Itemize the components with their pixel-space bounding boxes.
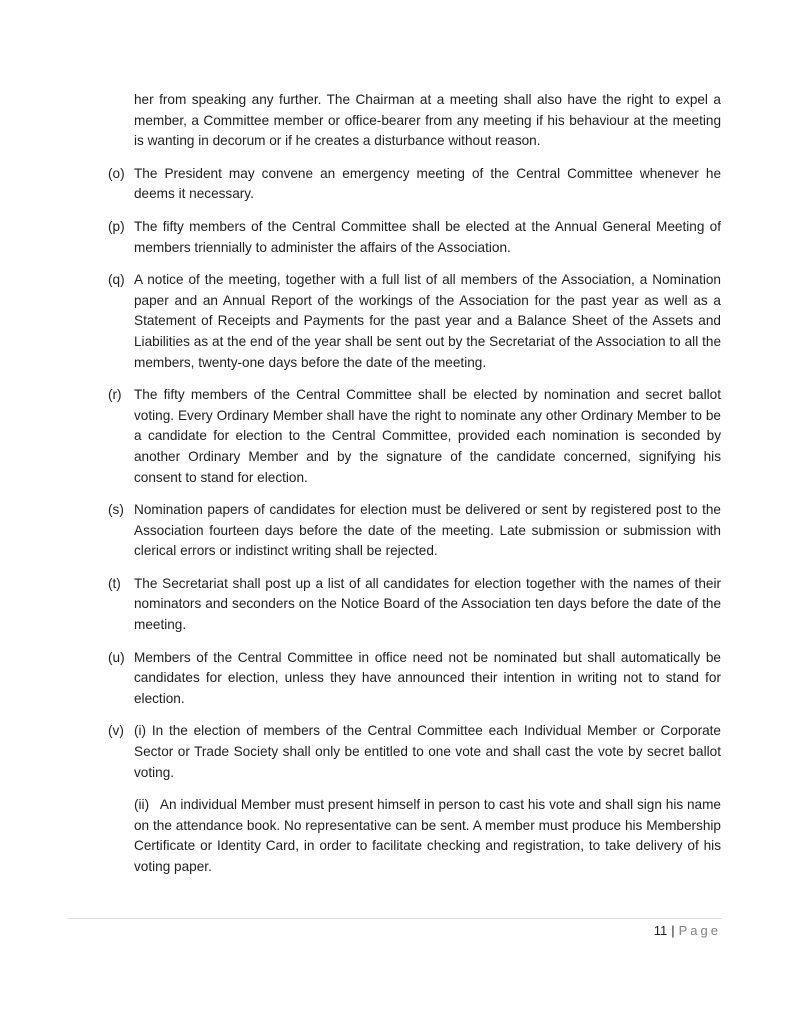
clause-u [108,648,721,710]
clause-v-sub-paragraph: (ii) An individual Member must present himself in person to cast his vote and shall sign his name on the attendance book. No representative can be sent. A member must produce his Membership Certificate or Identity Card, in order to facilitate checking and registration, to take delivery of his voting paper. [134,797,721,874]
clause-p [108,217,721,258]
clause-text: A notice of the meeting, together with a full list of all members of the Association, a Nomination paper and an Annual Report of the workings of the Association for the past year as well as a Statement of Receipts and Payments for the past year and a Balance Sheet of the Assets and Liabilities as at the end of the year shall be sent out by the Secretariat of the Association to all the members, twenty-one days before the date of the meeting. [134,272,721,370]
page-number: 11 [653,923,668,938]
clause-text: The Secretariat shall post up a list of all candidates for election together with the names of their nominators and seconders on the Notice Board of the Association ten days before the date of the meeting. [134,575,721,633]
clause-text: The President may convene an emergency meeting of the Central Committee whenever he deems it necessary. [134,165,721,202]
clause-s [108,500,721,562]
clause-marker: (p) [108,218,125,234]
clause-v [108,721,721,783]
clause-text: Nomination papers of candidates for election must be delivered or sent by registered post to the Association fourteen days before the date of the meeting. Late submission or submission with clerical errors or indistinct writing shall be rejected. [134,502,721,559]
clause-marker: (r) [108,387,122,403]
continuation-paragraph: her from speaking any further. The Chairman at a meeting shall also have the right to expel a member, a Committee member or office-bearer from any meeting if his behaviour at the meeting is wanting in decorum or if he creates a disturbance without reason. [134,92,721,149]
clause-marker: (o) [108,165,125,181]
clause-marker: (v) [108,723,124,739]
clause-marker: (t) [108,575,121,591]
clause-r [108,385,721,488]
clause-text: (i) In the election of members of the Central Committee each Individual Member or Corporate Sector or Trade Society shall only be entitled to one vote and shall cast the vote by secret ballot voting. [134,723,721,780]
footer-separator: | [671,923,675,938]
footer-divider [68,918,722,919]
clause-text: The fifty members of the Central Committee shall be elected by nomination and secret ballot voting. Every Ordinary Member shall have the right to nominate any other Ordinary Member to be a candidate for election to the Central Committee, provided each nomination is seconded by another Ordinary Member and by the signature of the candidate concerned, signifying his consent to stand for election. [134,387,721,485]
page-label: Page [678,923,721,938]
document-body [108,90,721,890]
clause-t [108,574,721,636]
clause-text: The fifty members of the Central Committee shall be elected at the Annual General Meeting of members triennially to administer the affairs of the Association. [134,218,721,255]
clause-o [108,164,721,205]
clause-marker: (s) [108,502,124,518]
clause-text: Members of the Central Committee in office need not be nominated but shall automatically be candidates for election, unless they have announced their intention in writing not to stand for election. [134,649,721,706]
page-footer [654,922,721,940]
clause-q [108,270,721,373]
clause-marker: (q) [108,272,125,288]
clause-marker: (u) [108,649,125,665]
